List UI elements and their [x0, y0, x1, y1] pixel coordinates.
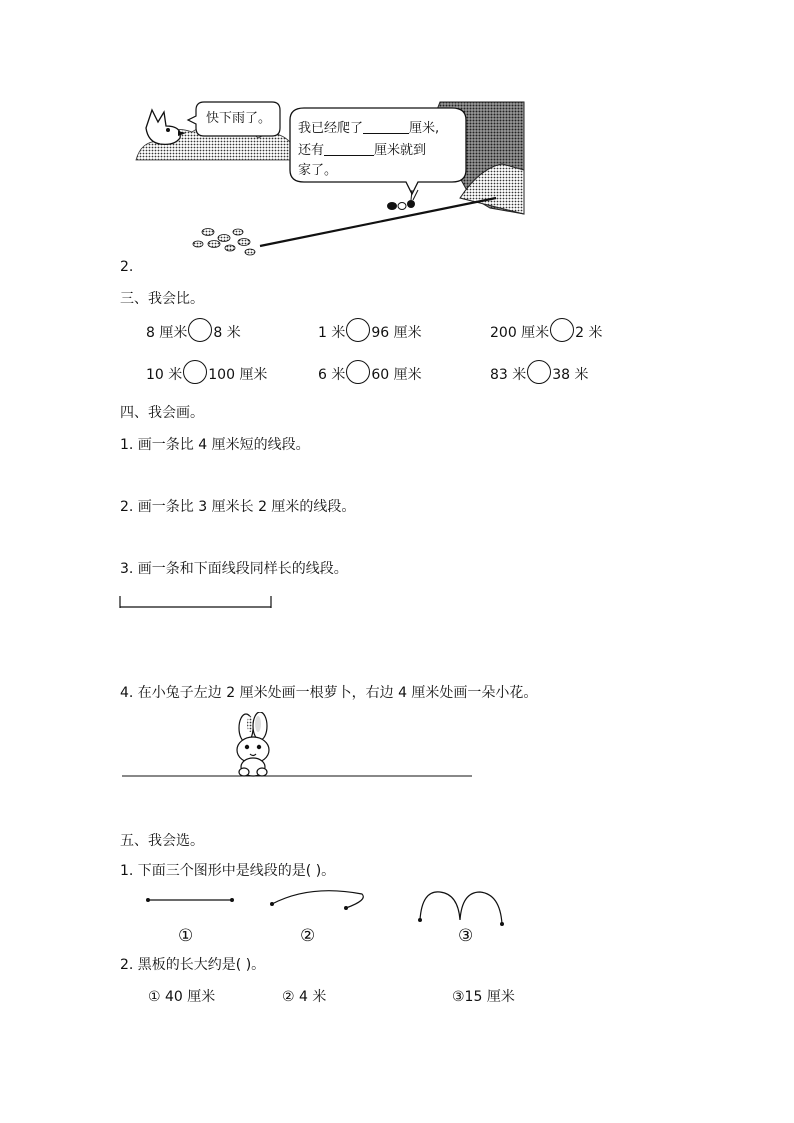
compare-right: 38 米	[552, 367, 589, 383]
length-option-1[interactable]: ① 40 厘米	[148, 989, 216, 1005]
length-option-2[interactable]: ② 4 米	[282, 989, 327, 1005]
ant-bubble-text-2b: 厘米就到	[374, 143, 427, 158]
ant-bubble-text-1a: 我已经爬了	[298, 121, 364, 136]
shape-option-1-label[interactable]: ①	[178, 926, 194, 946]
compare-right: 96 厘米	[371, 325, 422, 341]
compare-item-2	[318, 318, 422, 342]
choice-question-1: 1. 下面三个图形中是线段的是( )。	[120, 863, 336, 879]
compare-circle[interactable]	[346, 318, 370, 342]
shape-options-figure	[140, 886, 520, 928]
rabbit-figure	[237, 712, 269, 776]
compare-left: 83 米	[490, 367, 527, 383]
compare-item-6	[490, 360, 589, 384]
stone-pile	[193, 229, 255, 256]
reference-segment	[118, 594, 274, 610]
compare-left: 1 米	[318, 325, 346, 341]
compare-circle[interactable]	[346, 360, 370, 384]
compare-circle[interactable]	[188, 318, 212, 342]
ant-figure	[387, 190, 418, 210]
compare-right: 60 厘米	[371, 367, 422, 383]
choice-question-2: 2. 黑板的长大约是( )。	[120, 957, 266, 973]
blank-remaining[interactable]	[324, 155, 374, 156]
ant-bubble-line-3: 家了。	[298, 163, 338, 178]
option-3-arches	[418, 892, 504, 926]
compare-right: 2 米	[575, 325, 603, 341]
draw-question-1: 1. 画一条比 4 厘米短的线段。	[120, 437, 310, 453]
option-1-segment	[146, 898, 234, 902]
compare-item-5	[318, 360, 422, 384]
compare-item-4	[146, 360, 267, 384]
rabbit-baseline-figure	[120, 712, 476, 782]
blank-climbed[interactable]	[363, 133, 409, 134]
compare-item-3	[490, 318, 603, 342]
ant-bubble-text-1b: 厘米,	[409, 121, 440, 136]
compare-left: 8 厘米	[146, 325, 188, 341]
compare-right: 8 米	[213, 325, 241, 341]
compare-right: 100 厘米	[208, 367, 268, 383]
shape-option-3-label[interactable]: ③	[458, 926, 474, 946]
compare-left: 200 厘米	[490, 325, 550, 341]
option-2-curve	[270, 891, 363, 910]
compare-circle[interactable]	[550, 318, 574, 342]
ant-bubble-text-2a: 还有	[298, 143, 325, 158]
section-3-title: 三、我会比。	[120, 291, 204, 307]
compare-circle[interactable]	[527, 360, 551, 384]
compare-left: 6 米	[318, 367, 346, 383]
draw-question-4: 4. 在小兔子左边 2 厘米处画一根萝卜，右边 4 厘米处画一朵小花。	[120, 685, 538, 701]
compare-circle[interactable]	[183, 360, 207, 384]
length-option-3[interactable]: ③15 厘米	[452, 989, 515, 1005]
section-5-title: 五、我会选。	[120, 833, 204, 849]
draw-question-2: 2. 画一条比 3 厘米长 2 厘米的线段。	[120, 499, 356, 515]
bird-bubble-text: 快下雨了。	[206, 111, 272, 126]
ant-bubble-line-2	[298, 142, 426, 160]
compare-left: 10 米	[146, 367, 183, 383]
section-4-title: 四、我会画。	[120, 405, 204, 421]
rain-scene-illustration	[130, 98, 530, 258]
item-2-label: 2.	[120, 259, 134, 275]
compare-item-1	[146, 318, 241, 342]
ant-bubble-line-1	[298, 120, 439, 138]
draw-question-3: 3. 画一条和下面线段同样长的线段。	[120, 561, 348, 577]
shape-option-2-label[interactable]: ②	[300, 926, 316, 946]
